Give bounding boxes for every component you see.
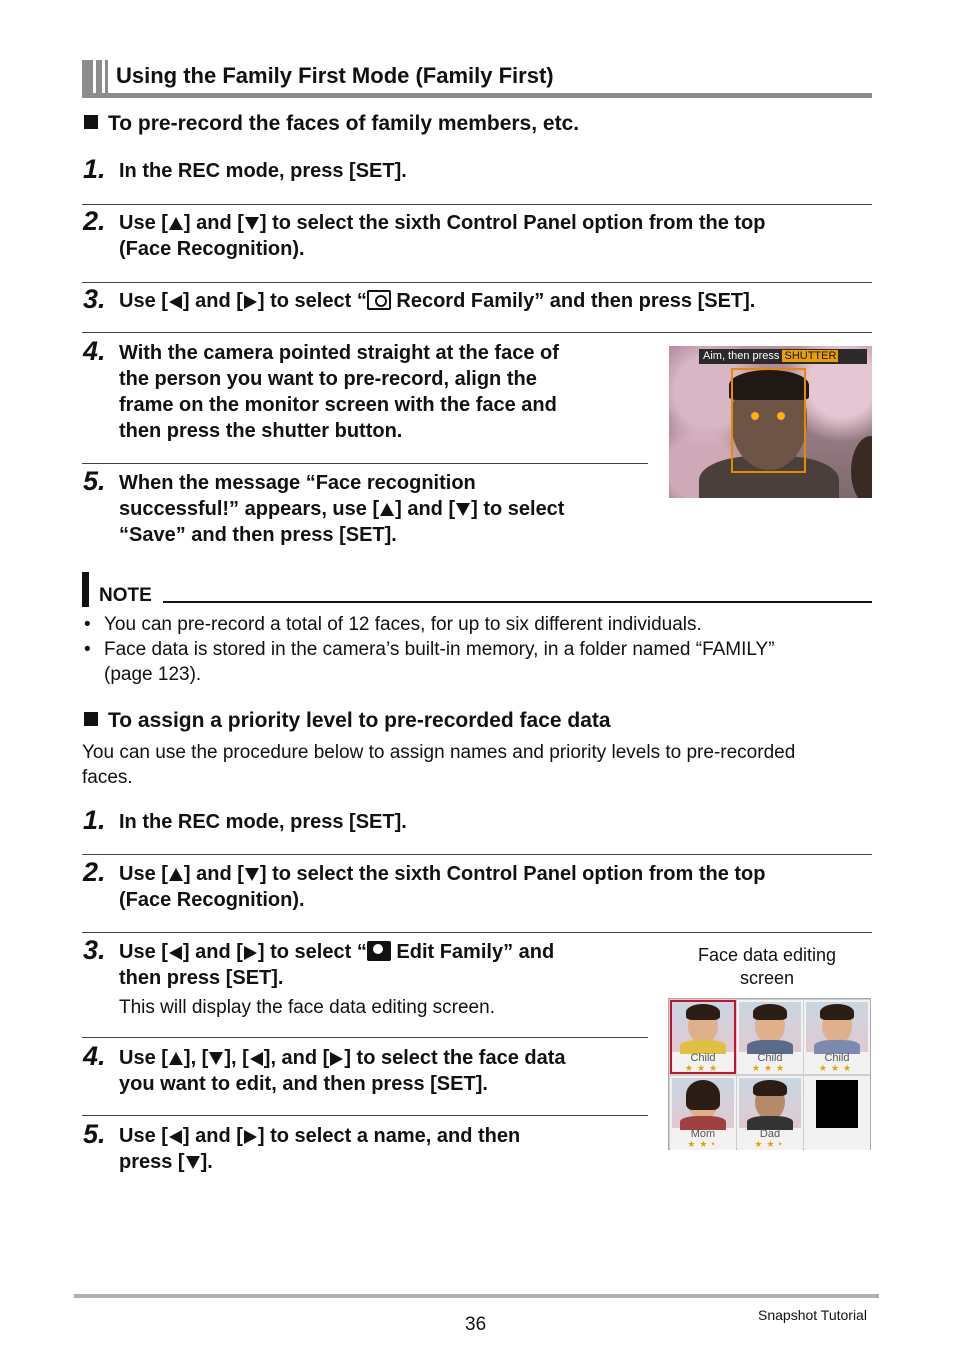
step-text: Use [ ] and [ ] to select “ Record Family” and then press [SET]. <box>119 290 756 312</box>
square-bullet-icon <box>84 712 98 726</box>
divider <box>82 204 872 205</box>
subheading-text: To pre-record the faces of family members, etc. <box>108 112 580 135</box>
camera-record-icon <box>367 290 391 310</box>
note-rule <box>163 601 872 603</box>
up-arrow-icon <box>169 1052 183 1065</box>
step-text: Use [ ] and [ ] to select a name, and then press [ ]. <box>119 1125 521 1173</box>
header-bar-decoration <box>96 60 102 94</box>
divider <box>82 1037 648 1038</box>
left-arrow-icon <box>169 946 182 960</box>
face-cell-empty <box>804 1076 870 1150</box>
divider <box>82 932 872 933</box>
subheading-priority <box>84 709 611 733</box>
step-number: 2. <box>83 206 106 236</box>
down-arrow-icon <box>245 868 259 881</box>
face-cell: Child ★★★ <box>670 1000 736 1074</box>
step-number: 5. <box>83 1119 106 1149</box>
right-arrow-icon <box>330 1052 343 1066</box>
note-label: NOTE <box>99 585 152 606</box>
intro-paragraph: You can use the procedure below to assign names and priority levels to pre-recorded faces. <box>82 742 796 788</box>
step-text: Use [ ] and [ ] to select the sixth Control Panel option from the top (Face Recognition). <box>119 212 766 260</box>
step-text: In the REC mode, press [SET]. <box>119 811 407 833</box>
header-underline <box>82 93 872 98</box>
divider <box>82 463 648 464</box>
down-arrow-icon <box>186 1156 200 1169</box>
screen-banner: Aim, then press SHUTTER <box>699 349 867 364</box>
right-arrow-icon <box>244 1130 257 1144</box>
note-bullet: • Face data is stored in the camera’s built-in memory, in a folder named “FAMILY” (page 123). <box>84 639 775 685</box>
step-text: In the REC mode, press [SET]. <box>119 160 407 182</box>
step-number: 4. <box>83 1041 106 1071</box>
note-bullet: • You can pre-record a total of 12 faces, for up to six different individuals. <box>84 614 702 635</box>
header-bar-decoration <box>105 60 108 94</box>
face-cell: Dad ★★• <box>737 1076 803 1150</box>
up-arrow-icon <box>380 503 394 516</box>
divider <box>82 282 872 283</box>
face-data-grid <box>668 998 871 1150</box>
footer-rule <box>74 1294 879 1298</box>
square-bullet-icon <box>84 115 98 129</box>
screen-caption: Face data editing screen <box>697 945 837 988</box>
camera-screen-photo <box>669 346 872 498</box>
face-frame <box>731 368 806 473</box>
step-text: Use [ ] and [ ] to select “ Edit Family” and then press [SET]. <box>119 941 555 989</box>
edit-family-icon <box>367 941 391 961</box>
divider <box>82 854 872 855</box>
right-arrow-icon <box>244 946 257 960</box>
left-arrow-icon <box>169 1130 182 1144</box>
face-cell: Child ★★★ <box>737 1000 803 1074</box>
left-arrow-icon <box>250 1052 263 1066</box>
right-arrow-icon <box>244 295 257 309</box>
step-number: 2. <box>83 857 106 887</box>
face-cell: Mom ★★• <box>670 1076 736 1150</box>
step-text: Use [ ] and [ ] to select the sixth Control Panel option from the top (Face Recognition). <box>119 863 766 911</box>
down-arrow-icon <box>209 1052 223 1065</box>
step-text: When the message “Face recognition successful!” appears, use [ ] and [ ] to select “Save” and then press [SET]. <box>119 472 565 546</box>
divider <box>82 332 872 333</box>
step-number: 5. <box>83 466 106 496</box>
up-arrow-icon <box>169 868 183 881</box>
step-text: With the camera pointed straight at the face of the person you want to pre-record, align the frame on the monitor screen with the face and then press the shutter button. <box>119 342 559 442</box>
step-text: Use [ ], [ ], [ ], and [ ] to select the face data you want to edit, and then press [SET]. <box>119 1047 566 1095</box>
section-title: Using the Family First Mode (Family First) <box>116 63 554 88</box>
step-number: 1. <box>83 805 106 835</box>
step-subtext: This will display the face data editing screen. <box>119 997 495 1018</box>
down-arrow-icon <box>245 217 259 230</box>
subheading-text: To assign a priority level to pre-recorded face data <box>108 709 611 732</box>
section-header <box>82 58 872 98</box>
subheading-pre-record <box>84 112 579 136</box>
left-arrow-icon <box>169 295 182 309</box>
footer-section-label: Snapshot Tutorial <box>758 1307 867 1323</box>
note-bar <box>82 572 89 607</box>
step-number: 3. <box>83 284 106 314</box>
step-number: 3. <box>83 935 106 965</box>
face-cell: Child ★★★ <box>804 1000 870 1074</box>
header-bar-decoration <box>82 60 93 94</box>
down-arrow-icon <box>456 503 470 516</box>
up-arrow-icon <box>169 217 183 230</box>
step-number: 4. <box>83 336 106 366</box>
divider <box>82 1115 648 1116</box>
page-number: 36 <box>465 1314 487 1335</box>
step-number: 1. <box>83 154 106 184</box>
